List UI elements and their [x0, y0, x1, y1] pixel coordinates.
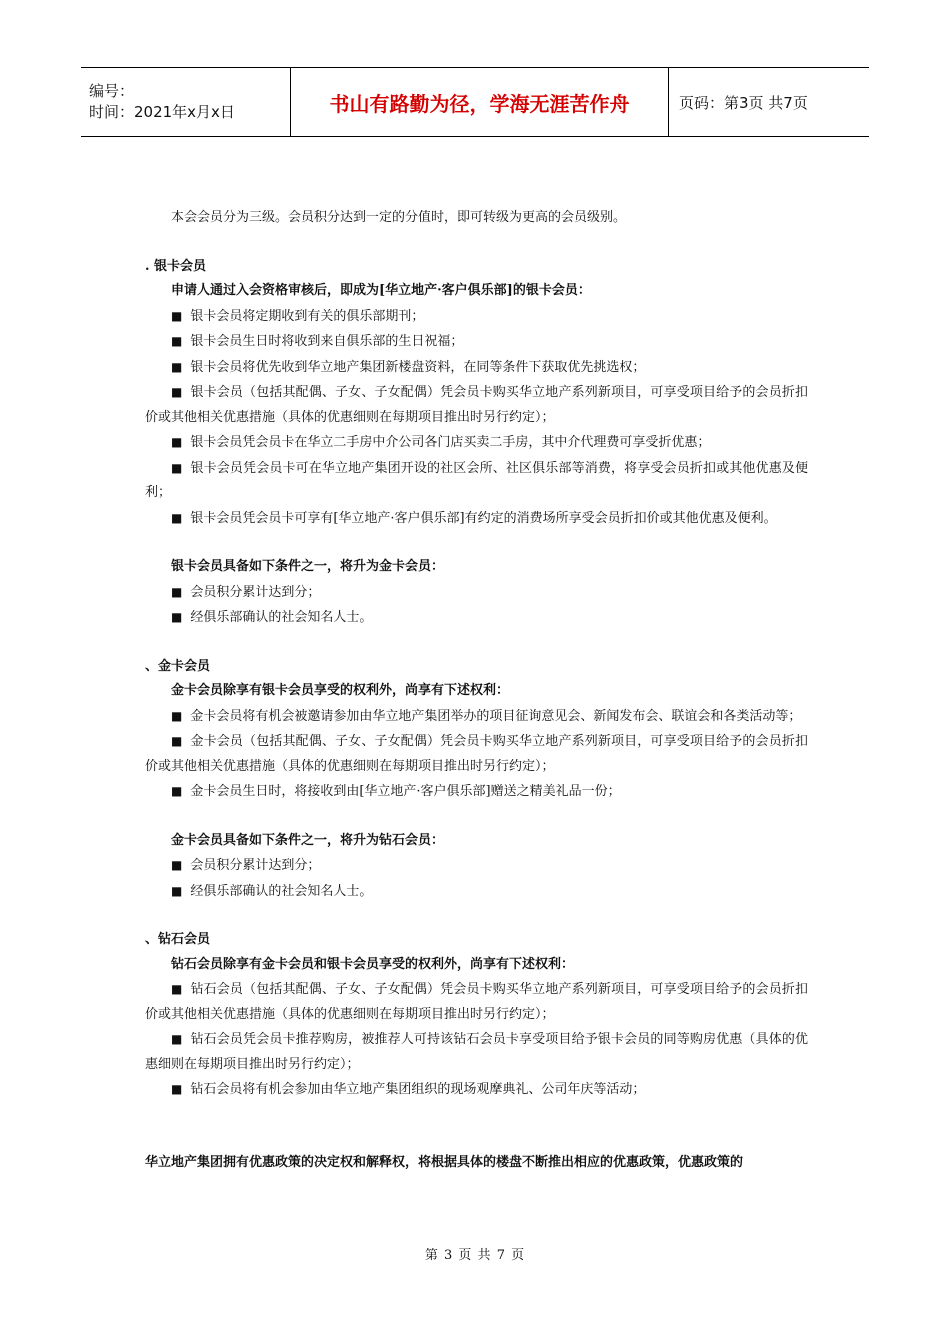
- list-item: ■ 银卡会员凭会员卡在华立二手房中介公司各门店买卖二手房，其中介代理费可享受折优惠；: [171, 435, 711, 450]
- silver-upgrade-lead: 银卡会员具备如下条件之一，将升为金卡会员：: [171, 559, 445, 574]
- bullet-square-icon: ■: [171, 1032, 183, 1046]
- intro-paragraph: 本会会员分为三级。会员积分达到一定的分值时，即可转级为更高的会员级别。: [171, 210, 627, 225]
- bullet-square-icon: ■: [171, 460, 183, 475]
- list-item: ■ 银卡会员将定期收到有关的俱乐部期刊；: [171, 308, 425, 324]
- list-item: ■ 经俱乐部确认的社会知名人士。: [171, 610, 373, 625]
- bullet-square-icon: ■: [171, 982, 183, 996]
- bullet-square-icon: ■: [171, 858, 183, 872]
- bullet-square-icon: ■: [171, 334, 183, 348]
- document-body: [145, 206, 808, 1175]
- motto-text: 书山有路勤为径，学海无涯苦作舟: [329, 91, 630, 116]
- bullet-square-icon: ■: [171, 883, 183, 898]
- silver-lead: 申请人通过入会资格审核后，即成为[华立地产·客户俱乐部]的银卡会员：: [171, 283, 591, 298]
- list-item: ■ 金卡会员生日时，将接收到由[华立地产·客户俱乐部]赠送之精美礼品一份；: [171, 784, 621, 799]
- list-item: ■ 银卡会员（包括其配偶、子女、子女配偶）凭会员卡购买华立地产系列新项目，可享受项目给予的会员折扣价或其他相关优惠措施（具体的优惠细则在每期项目推出时另行约定）；: [145, 385, 808, 425]
- list-item: ■ 银卡会员凭会员卡可在华立地产集团开设的社区会所、社区俱乐部等消费，将享受会员折扣或其他优惠及便利；: [145, 460, 808, 500]
- list-item: ■ 银卡会员凭会员卡可享有[华立地产·客户俱乐部]有约定的消费场所享受会员折扣价或其他优惠及便利。: [171, 510, 777, 526]
- list-item: ■ 银卡会员将优先收到华立地产集团新楼盘资料，在同等条件下获取优先挑选权；: [171, 359, 646, 375]
- page-header: [81, 67, 869, 137]
- header-motto: [291, 68, 669, 136]
- diamond-heading: 、钻石会员: [145, 932, 211, 947]
- gold-upgrade-lead: 金卡会员具备如下条件之一，将升为钻石会员：: [171, 832, 445, 848]
- bullet-square-icon: ■: [171, 308, 183, 323]
- bullet-square-icon: ■: [171, 359, 183, 374]
- bullet-square-icon: ■: [171, 385, 183, 399]
- bullet-square-icon: ■: [171, 1082, 183, 1096]
- list-item: ■ 金卡会员（包括其配偶、子女、子女配偶）凭会员卡购买华立地产系列新项目，可享受项目给予的会员折扣价或其他相关优惠措施（具体的优惠细则在每期项目推出时另行约定）；: [145, 734, 808, 774]
- silver-heading: . 银卡会员: [145, 258, 207, 274]
- list-item: ■ 会员积分累计达到分；: [171, 584, 321, 600]
- list-item: ■ 经俱乐部确认的社会知名人士。: [171, 883, 373, 899]
- bullet-square-icon: ■: [171, 584, 183, 599]
- list-item: ■ 钻石会员（包括其配偶、子女、子女配偶）凭会员卡购买华立地产系列新项目，可享受项目给予的会员折扣价或其他相关优惠措施（具体的优惠细则在每期项目推出时另行约定）；: [145, 982, 808, 1022]
- diamond-lead: 钻石会员除享有金卡会员和银卡会员享受的权利外，尚享有下述权利：: [171, 956, 575, 972]
- list-item: ■ 钻石会员将有机会参加由华立地产集团组织的现场观摩典礼、公司年庆等活动；: [171, 1082, 646, 1097]
- bullet-square-icon: ■: [171, 610, 183, 624]
- silver-benefits: [145, 304, 808, 532]
- list-item: ■ 会员积分累计达到分；: [171, 858, 321, 873]
- doc-time-label: 时间：2021年x月x日: [89, 103, 235, 121]
- header-meta: [81, 68, 291, 136]
- gold-lead: 金卡会员除享有银卡会员享受的权利外，尚享有下述权利：: [171, 683, 510, 698]
- bullet-square-icon: ■: [171, 784, 183, 798]
- bullet-square-icon: ■: [171, 734, 183, 748]
- gold-heading: 、金卡会员: [145, 658, 211, 674]
- header-page: [669, 68, 869, 136]
- header-page-label: 页码：第3页 共7页: [679, 93, 808, 112]
- bullet-square-icon: ■: [171, 435, 183, 449]
- bullet-square-icon: ■: [171, 510, 183, 525]
- closing-paragraph: 华立地产集团拥有优惠政策的决定权和解释权，将根据具体的楼盘不断推出相应的优惠政策，优惠政策的: [145, 1154, 744, 1170]
- bullet-square-icon: ■: [171, 708, 183, 723]
- list-item: ■ 银卡会员生日时将收到来自俱乐部的生日祝福；: [171, 334, 464, 349]
- page-footer: 第 3 页 共 7 页: [424, 1248, 526, 1263]
- doc-number-label: 编号：: [89, 82, 135, 100]
- list-item: ■ 钻石会员凭会员卡推荐购房，被推荐人可持该钻石会员卡享受项目给予银卡会员的同等购房优惠（具体的优惠细则在每期项目推出时另行约定）；: [145, 1032, 808, 1072]
- list-item: ■ 金卡会员将有机会被邀请参加由华立地产集团举办的项目征询意见会、新闻发布会、联谊会和各类活动等；: [171, 708, 802, 724]
